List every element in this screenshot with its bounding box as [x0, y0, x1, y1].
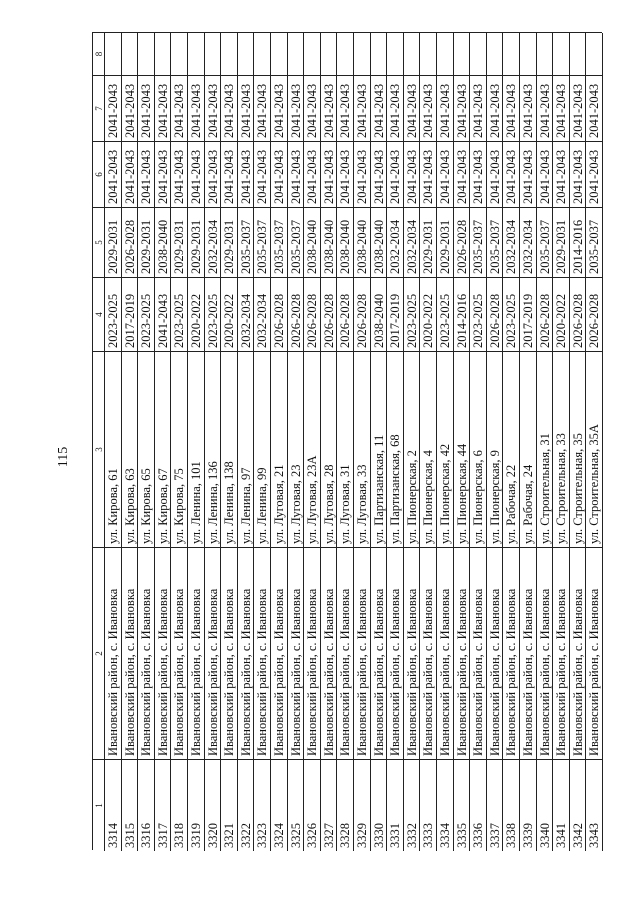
table-cell: 2035-2037 — [537, 207, 554, 277]
table-cell: 2038-2040 — [371, 207, 388, 277]
table-cell: 2041-2043 — [371, 75, 388, 141]
table-cell: 2023-2025 — [138, 277, 155, 351]
table-cell: 2023-2025 — [171, 277, 188, 351]
table-cell: Ивановский район, с. Ивановка — [553, 547, 570, 759]
table-row — [188, 33, 205, 851]
table-cell: 2029-2031 — [420, 207, 437, 277]
table-cell: 2029-2031 — [553, 207, 570, 277]
table-cell: 2032-2034 — [520, 207, 537, 277]
table-cell: 3325 — [288, 759, 305, 851]
table-cell: Ивановский район, с. Ивановка — [122, 547, 139, 759]
table-cell: 2020-2022 — [221, 277, 238, 351]
table-cell: 3322 — [238, 759, 255, 851]
table-cell: 2029-2031 — [138, 207, 155, 277]
table-cell: 2026-2028 — [586, 277, 603, 351]
table-cell: ул. Луговая, 21 — [271, 351, 288, 547]
table-cell: 2041-2043 — [487, 141, 504, 207]
table-cell — [122, 33, 139, 75]
table-cell: Ивановский район, с. Ивановка — [304, 547, 321, 759]
table-cell: 2041-2043 — [155, 277, 172, 351]
table-row — [487, 33, 504, 851]
table-cell: ул. Кирова, 65 — [138, 351, 155, 547]
table-cell: 2032-2034 — [503, 207, 520, 277]
table-cell — [570, 33, 587, 75]
table-cell: 2041-2043 — [321, 75, 338, 141]
table-cell: 2041-2043 — [171, 141, 188, 207]
table-cell: 2032-2034 — [238, 277, 255, 351]
table-cell: Ивановский район, с. Ивановка — [254, 547, 271, 759]
table-cell: 2041-2043 — [105, 141, 122, 207]
table-cell: 2035-2037 — [254, 207, 271, 277]
table-cell: 2041-2043 — [503, 141, 520, 207]
table-row — [138, 33, 155, 851]
table-row — [404, 33, 421, 851]
table-cell: 2029-2031 — [171, 207, 188, 277]
table-cell: ул. Партизанская, 68 — [387, 351, 404, 547]
table-cell: 2041-2043 — [304, 141, 321, 207]
table-cell: 2032-2034 — [387, 207, 404, 277]
table-cell — [586, 33, 603, 75]
table-cell: 2041-2043 — [254, 141, 271, 207]
table-cell: 2020-2022 — [420, 277, 437, 351]
table-row — [387, 33, 404, 851]
table-cell: 2026-2028 — [487, 277, 504, 351]
table-cell: 2017-2019 — [122, 277, 139, 351]
table-cell: 3326 — [304, 759, 321, 851]
header-cell: 6 — [93, 141, 105, 207]
table-cell: 3328 — [337, 759, 354, 851]
table-cell: 2026-2028 — [537, 277, 554, 351]
table-cell: 2041-2043 — [171, 75, 188, 141]
table-cell: 2041-2043 — [586, 75, 603, 141]
table-row — [553, 33, 570, 851]
table-cell: 3316 — [138, 759, 155, 851]
table-cell: ул. Луговая, 28 — [321, 351, 338, 547]
table-cell: Ивановский район, с. Ивановка — [105, 547, 122, 759]
table-cell: 2041-2043 — [105, 75, 122, 141]
table-cell: ул. Кирова, 63 — [122, 351, 139, 547]
table-cell — [537, 33, 554, 75]
table-cell: Ивановский район, с. Ивановка — [171, 547, 188, 759]
table-cell: 2041-2043 — [188, 141, 205, 207]
table-cell: 2041-2043 — [553, 141, 570, 207]
table-cell: 2041-2043 — [537, 75, 554, 141]
table-cell: ул. Кирова, 61 — [105, 351, 122, 547]
table-cell: 2041-2043 — [304, 75, 321, 141]
table-row — [454, 33, 471, 851]
header-cell: 1 — [93, 759, 105, 851]
table-cell: 2041-2043 — [470, 75, 487, 141]
table-cell: 3320 — [205, 759, 222, 851]
table-cell: ул. Ленина, 99 — [254, 351, 271, 547]
data-table — [92, 32, 602, 850]
table-row — [337, 33, 354, 851]
table-cell: 2029-2031 — [221, 207, 238, 277]
table-cell: 2014-2016 — [454, 277, 471, 351]
table-cell: Ивановский район, с. Ивановка — [420, 547, 437, 759]
table-cell: 2041-2043 — [288, 75, 305, 141]
table-cell: 2041-2043 — [537, 141, 554, 207]
table-cell: 2038-2040 — [337, 207, 354, 277]
table-cell: 2038-2040 — [371, 277, 388, 351]
table-cell: Ивановский район, с. Ивановка — [387, 547, 404, 759]
table-cell: Ивановский район, с. Ивановка — [271, 547, 288, 759]
table-cell: 2017-2019 — [387, 277, 404, 351]
table-cell: Ивановский район, с. Ивановка — [404, 547, 421, 759]
header-cell: 2 — [93, 547, 105, 759]
table-cell: 2041-2043 — [337, 141, 354, 207]
table-cell: 2017-2019 — [520, 277, 537, 351]
table-row — [570, 33, 587, 851]
table-cell: 3336 — [470, 759, 487, 851]
table-cell: Ивановский район, с. Ивановка — [238, 547, 255, 759]
table-cell: Ивановский район, с. Ивановка — [586, 547, 603, 759]
table-cell: 2035-2037 — [288, 207, 305, 277]
table-row — [205, 33, 222, 851]
table-row — [321, 33, 338, 851]
table-cell: 2023-2025 — [437, 277, 454, 351]
table-cell: 2041-2043 — [205, 75, 222, 141]
table-row — [420, 33, 437, 851]
table-cell: 3332 — [404, 759, 421, 851]
table-cell: 3341 — [553, 759, 570, 851]
table-cell: ул. Пионерская, 42 — [437, 351, 454, 547]
table-cell: 2041-2043 — [238, 141, 255, 207]
table-cell: 3321 — [221, 759, 238, 851]
table-cell: 3318 — [171, 759, 188, 851]
table-cell: Ивановский район, с. Ивановка — [570, 547, 587, 759]
table-cell: 3339 — [520, 759, 537, 851]
table-cell: ул. Партизанская, 11 — [371, 351, 388, 547]
table-row — [520, 33, 537, 851]
table-cell: 2026-2028 — [271, 277, 288, 351]
table-cell: Ивановский район, с. Ивановка — [138, 547, 155, 759]
table-cell: 2041-2043 — [354, 141, 371, 207]
table-cell — [288, 33, 305, 75]
table-cell: 3335 — [454, 759, 471, 851]
table-cell: 2041-2043 — [238, 75, 255, 141]
header-cell: 8 — [94, 51, 104, 57]
table-cell: 2041-2043 — [288, 141, 305, 207]
header-cell: 7 — [93, 75, 105, 141]
table-row — [288, 33, 305, 851]
table-row — [586, 33, 603, 851]
table-row — [171, 33, 188, 851]
table-row — [238, 33, 255, 851]
table-cell: Ивановский район, с. Ивановка — [354, 547, 371, 759]
table-header-row — [93, 33, 105, 851]
table-row — [304, 33, 321, 851]
table-cell: 2041-2043 — [470, 141, 487, 207]
table-cell: 2038-2040 — [321, 207, 338, 277]
table-cell: 2041-2043 — [420, 75, 437, 141]
table-row — [503, 33, 520, 851]
table-cell: 2041-2043 — [586, 141, 603, 207]
table-cell: ул. Рабочая, 24 — [520, 351, 537, 547]
table-cell: 2041-2043 — [205, 141, 222, 207]
table-cell: 3323 — [254, 759, 271, 851]
table-cell: 2041-2043 — [122, 75, 139, 141]
table-cell: 2041-2043 — [570, 141, 587, 207]
table-cell — [387, 33, 404, 75]
table-cell: Ивановский район, с. Ивановка — [371, 547, 388, 759]
table-cell: 2026-2028 — [304, 277, 321, 351]
table-cell: 2026-2028 — [570, 277, 587, 351]
table-cell — [254, 33, 271, 75]
table-cell: 2041-2043 — [387, 141, 404, 207]
table-row — [537, 33, 554, 851]
table-cell: 2032-2034 — [254, 277, 271, 351]
table-row — [254, 33, 271, 851]
table-cell: ул. Пионерская, 9 — [487, 351, 504, 547]
table-cell — [487, 33, 504, 75]
table-cell: ул. Рабочая, 22 — [503, 351, 520, 547]
table-cell: 3333 — [420, 759, 437, 851]
table-cell: 3315 — [122, 759, 139, 851]
table-row — [437, 33, 454, 851]
table-cell: ул. Строительная, 35 — [570, 351, 587, 547]
table-cell: 2041-2043 — [487, 75, 504, 141]
table-cell: ул. Ленина, 136 — [205, 351, 222, 547]
table-cell: Ивановский район, с. Ивановка — [205, 547, 222, 759]
table-cell — [205, 33, 222, 75]
header-cell: 5 — [93, 207, 105, 277]
table-cell: 3324 — [271, 759, 288, 851]
table-cell: 2041-2043 — [553, 75, 570, 141]
table-row — [271, 33, 288, 851]
table-cell: 2041-2043 — [570, 75, 587, 141]
table-cell: 2020-2022 — [553, 277, 570, 351]
table-cell: 2026-2028 — [454, 207, 471, 277]
table-cell: 2026-2028 — [288, 277, 305, 351]
table-cell: 2029-2031 — [105, 207, 122, 277]
table-cell: 3330 — [371, 759, 388, 851]
table-cell: 2041-2043 — [354, 75, 371, 141]
table-cell: 2032-2034 — [205, 207, 222, 277]
table-cell — [503, 33, 520, 75]
table-cell: 2041-2043 — [503, 75, 520, 141]
table-cell — [454, 33, 471, 75]
table-cell — [238, 33, 255, 75]
table-cell: 2038-2040 — [354, 207, 371, 277]
table-cell — [188, 33, 205, 75]
table-cell: 3334 — [437, 759, 454, 851]
table-cell: 2041-2043 — [254, 75, 271, 141]
table-cell: ул. Пионерская, 6 — [470, 351, 487, 547]
table-cell: 2041-2043 — [271, 75, 288, 141]
table-cell: ул. Кирова, 75 — [171, 351, 188, 547]
table-cell: 2041-2043 — [138, 75, 155, 141]
table-cell: 2041-2043 — [437, 75, 454, 141]
table-cell: 2041-2043 — [387, 75, 404, 141]
table-cell — [155, 33, 172, 75]
table-cell: 3319 — [188, 759, 205, 851]
table-cell: ул. Строительная, 31 — [537, 351, 554, 547]
table-cell: ул. Луговая, 23 — [288, 351, 305, 547]
table-cell: ул. Ленина, 97 — [238, 351, 255, 547]
page-number: 115 — [56, 446, 71, 468]
table-cell: Ивановский район, с. Ивановка — [470, 547, 487, 759]
table-cell: 3337 — [487, 759, 504, 851]
table-row — [221, 33, 238, 851]
table-cell: 2032-2034 — [404, 207, 421, 277]
table-cell — [371, 33, 388, 75]
table-cell: 2023-2025 — [404, 277, 421, 351]
table-cell: 3314 — [105, 759, 122, 851]
table-cell: 2035-2037 — [271, 207, 288, 277]
table-cell — [105, 33, 122, 75]
table-cell: ул. Луговая, 23А — [304, 351, 321, 547]
table-cell: 2041-2043 — [138, 141, 155, 207]
table-cell: ул. Пионерская, 44 — [454, 351, 471, 547]
table-cell: 3340 — [537, 759, 554, 851]
table-cell: 2029-2031 — [437, 207, 454, 277]
table-cell: Ивановский район, с. Ивановка — [337, 547, 354, 759]
table-cell: 2041-2043 — [221, 75, 238, 141]
table-cell: 2041-2043 — [122, 141, 139, 207]
table-cell: 2041-2043 — [337, 75, 354, 141]
table-row — [155, 33, 172, 851]
table-cell: 2041-2043 — [271, 141, 288, 207]
table-cell: 3331 — [387, 759, 404, 851]
table-cell: 2035-2037 — [586, 207, 603, 277]
table-cell: 2041-2043 — [520, 141, 537, 207]
table-cell: 2023-2025 — [105, 277, 122, 351]
table-cell: Ивановский район, с. Ивановка — [454, 547, 471, 759]
table-cell: 2014-2016 — [570, 207, 587, 277]
table-cell: 2041-2043 — [155, 141, 172, 207]
table-row — [122, 33, 139, 851]
table-cell: 2041-2043 — [404, 75, 421, 141]
table-cell: 3343 — [586, 759, 603, 851]
table-cell: ул. Ленина, 138 — [221, 351, 238, 547]
table-cell — [221, 33, 238, 75]
table-cell: 2035-2037 — [470, 207, 487, 277]
table-cell: Ивановский район, с. Ивановка — [503, 547, 520, 759]
table-cell: 2026-2028 — [321, 277, 338, 351]
table-cell: 2038-2040 — [155, 207, 172, 277]
header-cell: 3 — [93, 351, 105, 547]
table-row — [105, 33, 122, 851]
table-cell — [437, 33, 454, 75]
table-cell: 2020-2022 — [188, 277, 205, 351]
table-cell: ул. Кирова, 67 — [155, 351, 172, 547]
table-cell: ул. Луговая, 31 — [337, 351, 354, 547]
table-cell — [304, 33, 321, 75]
table-row — [371, 33, 388, 851]
table-cell: 2041-2043 — [420, 141, 437, 207]
table-cell: 2041-2043 — [371, 141, 388, 207]
table-cell: 3342 — [570, 759, 587, 851]
header-cell: 4 — [93, 277, 105, 351]
table-cell — [420, 33, 437, 75]
table-cell: Ивановский район, с. Ивановка — [520, 547, 537, 759]
table-cell — [337, 33, 354, 75]
table-cell: Ивановский район, с. Ивановка — [288, 547, 305, 759]
table-cell: 2026-2028 — [354, 277, 371, 351]
table-cell: 2023-2025 — [503, 277, 520, 351]
table-cell: Ивановский район, с. Ивановка — [188, 547, 205, 759]
table-cell: 2041-2043 — [404, 141, 421, 207]
table-cell: Ивановский район, с. Ивановка — [487, 547, 504, 759]
table-cell — [553, 33, 570, 75]
table-cell: Ивановский район, с. Ивановка — [437, 547, 454, 759]
table-cell: ул. Луговая, 33 — [354, 351, 371, 547]
table-cell — [271, 33, 288, 75]
table-cell: 2035-2037 — [238, 207, 255, 277]
table-cell: 2041-2043 — [221, 141, 238, 207]
table-cell — [354, 33, 371, 75]
table-cell — [171, 33, 188, 75]
table-cell: ул. Пионерская, 4 — [420, 351, 437, 547]
table-cell: 3338 — [503, 759, 520, 851]
table-cell: 3329 — [354, 759, 371, 851]
table-cell — [520, 33, 537, 75]
table-cell: ул. Строительная, 33 — [553, 351, 570, 547]
table-cell: 2041-2043 — [321, 141, 338, 207]
table-row — [354, 33, 371, 851]
table-cell: 2041-2043 — [188, 75, 205, 141]
table-cell: 2041-2043 — [520, 75, 537, 141]
table-cell: Ивановский район, с. Ивановка — [155, 547, 172, 759]
table-cell: 2041-2043 — [454, 141, 471, 207]
table-cell: ул. Строительная, 35А — [586, 351, 603, 547]
table-cell: 2041-2043 — [437, 141, 454, 207]
table-cell: 2023-2025 — [205, 277, 222, 351]
table-row — [470, 33, 487, 851]
table-cell: 2026-2028 — [337, 277, 354, 351]
table-cell: ул. Ленина, 101 — [188, 351, 205, 547]
table-cell: 2023-2025 — [470, 277, 487, 351]
table-cell: Ивановский район, с. Ивановка — [321, 547, 338, 759]
table-cell: Ивановский район, с. Ивановка — [221, 547, 238, 759]
table-cell: 3317 — [155, 759, 172, 851]
table-cell: 2035-2037 — [487, 207, 504, 277]
table-cell: 2041-2043 — [454, 75, 471, 141]
table-cell: ул. Пионерская, 2 — [404, 351, 421, 547]
table-cell — [321, 33, 338, 75]
table-cell: 2029-2031 — [188, 207, 205, 277]
table-cell: Ивановский район, с. Ивановка — [537, 547, 554, 759]
table-cell: 2041-2043 — [155, 75, 172, 141]
table-cell: 3327 — [321, 759, 338, 851]
table-cell — [404, 33, 421, 75]
table-cell — [138, 33, 155, 75]
table-cell: 2038-2040 — [304, 207, 321, 277]
table-cell: 2026-2028 — [122, 207, 139, 277]
table-cell — [470, 33, 487, 75]
